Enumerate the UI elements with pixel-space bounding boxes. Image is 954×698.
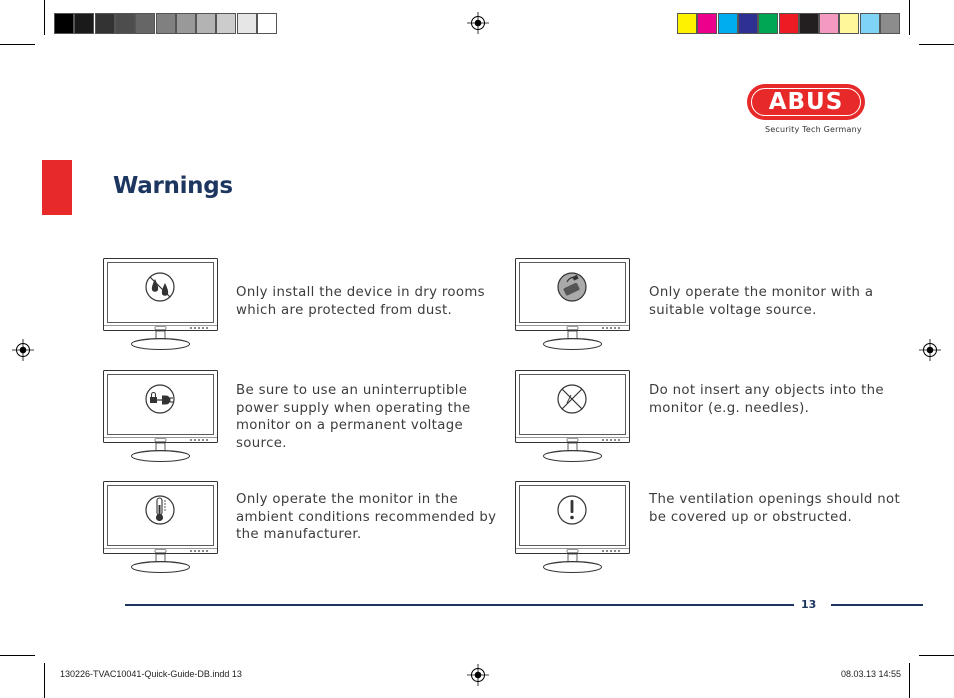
monitor-illustration	[103, 370, 221, 464]
crop-mark	[909, 0, 910, 35]
footer-rule	[831, 604, 923, 606]
warning-text: The ventilation openings should not be covered up or obstructed.	[649, 492, 901, 525]
registration-mark-icon	[12, 339, 34, 361]
logo-tagline: Security Tech Germany	[765, 125, 862, 134]
color-swatch	[880, 13, 900, 34]
color-swatch	[135, 13, 155, 34]
color-swatch	[74, 13, 94, 34]
page-number: 13	[801, 598, 817, 611]
monitor-illustration	[103, 258, 221, 352]
color-swatch	[677, 13, 697, 34]
color-swatch	[237, 13, 257, 34]
abus-logo	[747, 84, 871, 122]
registration-mark-icon	[467, 12, 489, 34]
color-swatch	[257, 13, 277, 34]
color-swatch	[819, 13, 839, 34]
warning-text: Only install the device in dry rooms which are protected from dust.	[236, 285, 485, 318]
crop-mark	[44, 663, 45, 698]
color-swatch	[196, 13, 216, 34]
color-swatch	[799, 13, 819, 34]
logo-wordmark: ABUS	[768, 89, 844, 115]
crop-mark	[0, 44, 35, 45]
color-swatch	[779, 13, 799, 34]
registration-mark-icon	[919, 339, 941, 361]
color-swatch	[95, 13, 115, 34]
color-swatch	[839, 13, 859, 34]
monitor-illustration	[515, 481, 633, 575]
color-swatch	[176, 13, 196, 34]
print-timestamp: 08.03.13 14:55	[841, 669, 902, 679]
warning-text: Only operate the monitor with a suitable voltage source.	[649, 285, 874, 318]
monitor-illustration	[515, 370, 633, 464]
crop-mark	[919, 44, 954, 45]
power-adapter-icon	[558, 273, 586, 301]
registration-mark-icon	[467, 664, 489, 686]
monitor-illustration	[515, 258, 633, 352]
warning-text: Be sure to use an uninterruptible power supply when operating the monitor on a permanent voltage source.	[236, 383, 471, 451]
color-swatch	[216, 13, 236, 34]
crop-mark	[0, 655, 35, 656]
color-swatch	[54, 13, 74, 34]
warning-text: Only operate the monitor in the ambient conditions recommended by the manufacturer.	[236, 492, 497, 542]
color-swatch	[156, 13, 176, 34]
color-swatch	[718, 13, 738, 34]
crop-mark	[909, 663, 910, 698]
warning-text: Do not insert any objects into the monitor (e.g. needles).	[649, 383, 884, 416]
monitor-illustration	[103, 481, 221, 575]
file-slug: 130226-TVAC10041-Quick-Guide-DB.indd 13	[60, 669, 242, 679]
footer-rule	[125, 604, 794, 606]
color-swatch	[860, 13, 880, 34]
crop-mark	[919, 655, 954, 656]
color-swatch	[738, 13, 758, 34]
section-accent-bar	[42, 160, 72, 215]
page-title: Warnings	[113, 173, 233, 199]
color-swatch	[758, 13, 778, 34]
crop-mark	[44, 0, 45, 35]
color-swatch	[697, 13, 717, 34]
color-swatch	[115, 13, 135, 34]
